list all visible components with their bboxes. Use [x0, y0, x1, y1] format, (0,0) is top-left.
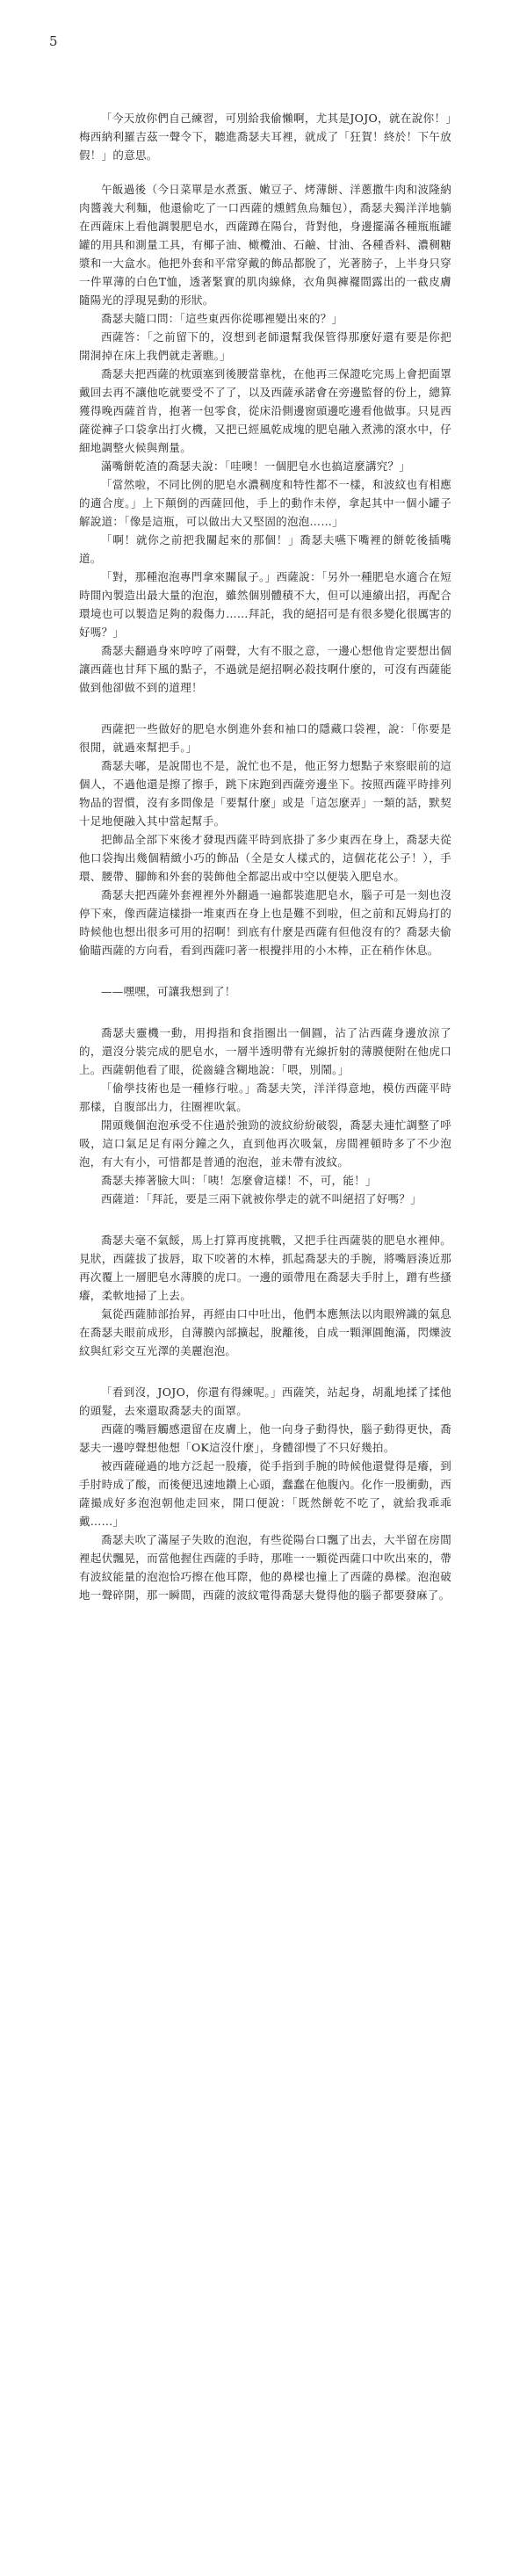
paragraph: 午飯過後（今日菜單是水煮蛋、嫩豆子、烤薄餅、洋蔥撒牛肉和波隆納肉醬義大利麵，他還偷吃了一口西薩的燻鱈魚烏麵包），喬瑟夫獨洋洋地躺在西薩床上看他調製肥皂水，西薩蹲在陽台，背對他，身邊擺滿各種瓶瓶罐罐的用具和測量工具，有椰子油、橄欖油、石鹼、甘油、各種香料、濃稠糖漿和一大盒水。他把外套和平常穿戴的飾品都脫了，光著膀子，上半身只穿一件單薄的白色T恤，透著緊實的肌肉線條，衣角與褲襬間露出的一截皮膚隨陽光的浮現晃動的形狀。 [79, 183, 451, 307]
paragraph: 西薩道：「拜託，要是三兩下就被你學走的就不叫絕招了好嗎？」 [101, 1192, 422, 1205]
page-number: 5 [49, 33, 58, 49]
paragraph: 「啊！就你之前把我關起來的那個！」喬瑟夫嚥下嘴裡的餅乾後插嘴道。 [79, 533, 451, 565]
paragraph: 喬瑟夫把西薩的枕頭塞到後腰當靠枕，在他再三保證吃完馬上會把面罩戴回去再不讓他吃就要受不了了，以及西薩承諾會在旁邊監督的份上，總算獲得晚西薩首肯，抱著一包零食，從床沿側邊窗頭邊吃邊看他做事。只見西薩從褲子口袋拿出打火機，又把已經風乾成塊的肥皂融入煮沸的滾水中，仔細地調整火候與劑量。 [79, 367, 451, 454]
paragraph-spacer [79, 697, 451, 720]
document-body [79, 109, 451, 1604]
paragraph: 滿嘴餅乾渣的喬瑟夫說：「哇噢！一個肥皂水也搞這麼講究？」 [101, 459, 411, 473]
paragraph: 喬瑟夫吹了滿屋子失敗的泡泡，有些從陽台口飄了出去，大半留在房間裡起伏飄晃，而當他握住西薩的手時，那唯一一顆從西薩口中吹出來的，帶有波紋能量的泡泡恰巧擦在他耳際，他的鼻樑也撞上了西薩的鼻樑。泡泡破地一聲碎開，那一瞬間，西薩的波紋電得喬瑟夫覺得他的腦子都要發麻了。 [79, 1533, 451, 1602]
paragraph: 西薩的嘴唇觸感還留在皮膚上，他一向身子動得快，腦子動得更快，喬瑟夫一邊哼聲想他想「OK這沒什麼」，身體卻慢了不只好幾拍。 [79, 1422, 451, 1454]
paragraph: 西薩把一些做好的肥皂水倒進外套和袖口的隱藏口袋裡，說：「你要是很閒，就過來幫把手。」 [79, 722, 451, 754]
paragraph: 氣從西薩肺部抬昇，再經由口中吐出，他們本應無法以肉眼辨識的氣息在喬瑟夫眼前成形，自薄膜內部擴起，脫離後，自成一顆渾圓飽滿，閃爍波紋與紅彩交互光澤的美麗泡泡。 [79, 1307, 451, 1357]
paragraph: 喬瑟夫靈機一動，用拇指和食指圈出一個圓，沾了沾西薩身邊放涼了的，還沒分裝完成的肥皂水，一層半透明帶有光線折射的薄膜便附在他虎口上。西薩朝他看了眼，從齒縫含糊地說：「喂，別鬧。」 [79, 1026, 451, 1076]
paragraph: 「偷學技術也是一種修行啦。」喬瑟夫笑，洋洋得意地，模仿西薩平時那樣，自腹部出力，往圈裡吹氣。 [79, 1082, 451, 1113]
paragraph: 「今天放你們自己練習，可別給我偷懶啊，尤其是JOJO，就在說你！」梅西納利羅吉茲一聲令下，聽進喬瑟夫耳裡，就成了「狂賀！終於！下午放假！」的意思。 [79, 112, 451, 162]
paragraph: 「看到沒，JOJO，你還有得練呢。」西薩笑，站起身，胡亂地揉了揉他的頭髮，去來還取喬瑟夫的面罩。 [79, 1386, 451, 1417]
paragraph: 喬瑟夫嘟，是說閒也不是，說忙也不是，他正努力想點子來察眼前的這個人，不過他還是擦了擦手，跳下床跑到西薩旁邊坐下。按照西薩平時排列物品的習慣，沒有多問像是「要幫什麼」或是「這怎麼弄」一類的話，默契十足地便融入其中當起幫手。 [79, 759, 451, 828]
paragraph: 開頭幾個泡泡承受不住過於強勁的波紋紛紛破裂，喬瑟夫連忙調整了呼吸，這口氣足足有兩分鐘之久，直到他再次吸氣，房間裡頓時多了不少泡泡，有大有小，可惜都是普通的泡泡，並未帶有波紋。 [79, 1118, 451, 1169]
paragraph-spacer [79, 164, 451, 180]
paragraph: 西薩答：「之前留下的，沒想到老師還幫我保管得那麼好還有要是你把開洞掉在床上我們就走著瞧。」 [79, 330, 451, 362]
paragraph-spacer [79, 1360, 451, 1383]
paragraph: 喬瑟夫把西薩外套裡裡外外翻過一遍都裝進肥皂水，腦子可是一刻也沒停下來，像西薩這樣掛一堆東西在身上也是難不到啦，但之前和瓦姆烏打的時候他也想出很多可用的招啊！到底有什麼是西薩有但他沒有的？喬瑟夫偷偷瞄西薩的方向看，看到西薩叼著一根攪拌用的小木棒，正在稍作休息。 [79, 888, 451, 957]
paragraph: 喬瑟夫毫不氣餒，馬上打算再度挑戰，又把手往西薩裝的肥皂水裡伸。見狀，西薩拔了拔唇，取下咬著的木棒，抓起喬瑟夫的手腕，將嘴唇湊近那再次覆上一層肥皂水薄膜的虎口。一邊的頭帶甩在喬瑟夫手肘上，蹭有些搔癢，柔軟地掃了上去。 [79, 1234, 451, 1302]
paragraph-spacer [79, 1001, 451, 1024]
paragraph: 被西薩碰過的地方泛起一股癢，從手指到手腕的時候他還覺得是癢，到手肘時成了酸，而後便迅速地鑽上心頭，蠢蠢在他腹內。化作一股衝動，西薩撮成好多泡泡朝他走回來，開口便說：「既然餅乾不吃了，就給我乖乖戴……」 [79, 1459, 451, 1528]
paragraph-spacer [79, 959, 451, 982]
paragraph: 喬瑟夫隨口問：「這些東西你從哪裡變出來的？」 [101, 312, 343, 325]
paragraph: 「當然啦，不同比例的肥皂水濃稠度和特性都不一樣，和波紋也有相應的適合度。」上下顛倒的西薩回他，手上的動作未停，拿起其中一個小罐子解說道：「像是這瓶，可以做出大又堅固的泡泡……」 [79, 478, 451, 528]
paragraph: 把飾品全部下來後才發現西薩平時到底掛了多少東西在身上，喬瑟夫從他口袋掏出幾個精緻小巧的飾品（全是女人樣式的，這個花花公子！），手環、腰帶、腳飾和外套的裝飾他全都認出或中空以便裝入肥皂水。 [79, 833, 451, 883]
paragraph-spacer [79, 1208, 451, 1231]
paragraph: 喬瑟夫捧著臉大叫：「咦！怎麼會這樣！不，可，能！」 [101, 1174, 377, 1187]
paragraph: 「對，那種泡泡專門拿來關鼠子。」西薩說：「另外一種肥皂水適合在短時間內製造出最大量的泡泡，雖然個別體積不大，但可以連續出招，再配合環境也可以製造足夠的殺傷力……拜託，我的絕招可是有很多變化很厲害的好嗎？」 [79, 570, 451, 639]
section-break-line: ——嘿嘿，可讓我想到了！ [101, 985, 236, 998]
paragraph: 喬瑟夫翻過身來哼哼了兩聲，大有不服之意，一邊心想他肯定要想出個讓西薩也甘拜下風的點子，不過就是絕招啊必殺技啊什麼的，可沒有西薩能做到他卻做不到的道理！ [79, 644, 451, 694]
